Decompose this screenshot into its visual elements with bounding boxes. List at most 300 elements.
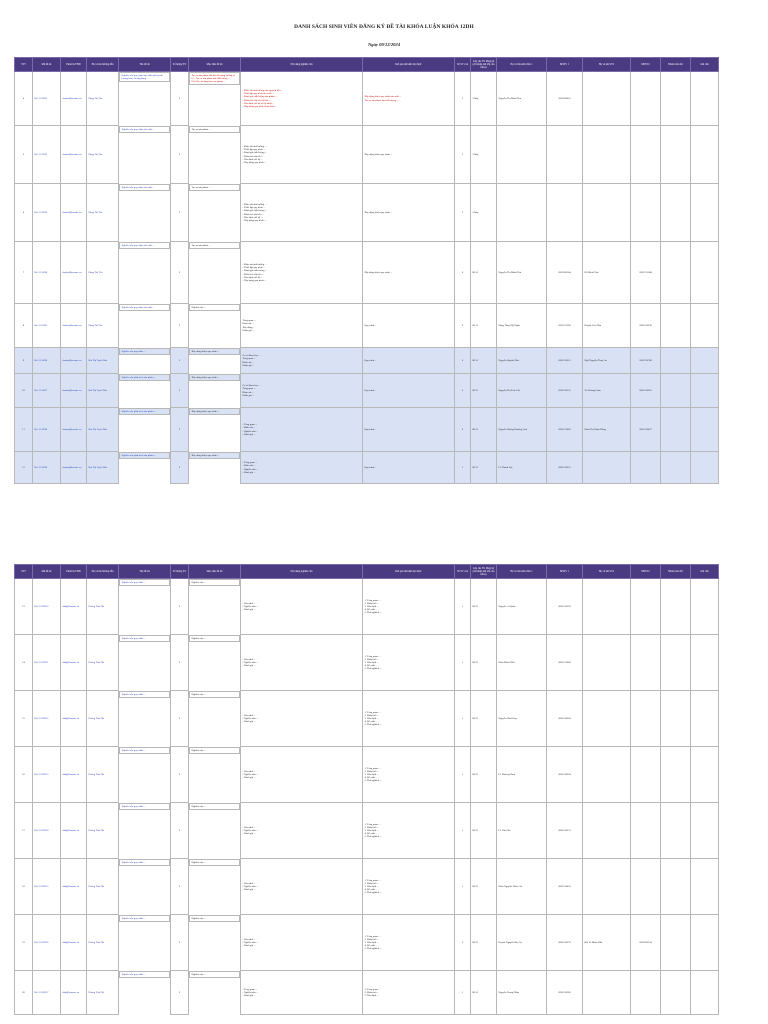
cell-line: - Xây dựng quy trình ...: [242, 218, 267, 222]
cell-line: Khảo sát ...: [242, 322, 254, 326]
column-header: Nhóm sửa đổi: [661, 565, 691, 579]
cell-note: [691, 803, 719, 859]
cell-line: - Xây dựng quy trình hoàn thiện ...: [242, 104, 278, 108]
cell-stt: 15: [15, 691, 33, 747]
cell-result: [363, 691, 455, 747]
cell-line: - Xác định ...: [242, 769, 256, 773]
cell-goal: Nghiên cứu ...: [189, 803, 240, 810]
cell-sv1: Nguyễn Ái Quốc: [497, 579, 547, 635]
cell-modification-group: [661, 72, 691, 126]
cell-line: 3. Xác định ...: [364, 994, 379, 998]
cell-result: Quy trình ...: [363, 374, 455, 408]
cell-n: 2: [171, 971, 189, 1015]
cell-line: Đánh giá ...: [242, 328, 255, 332]
column-header: Họ và tên sinh viên 1: [497, 565, 547, 579]
cell-line: - Nghiên cứu ...: [242, 828, 259, 832]
cell-stt: 20: [15, 971, 33, 1015]
cell-line: - Khảo sát ...: [242, 426, 256, 430]
cell-gvhd: Hoàng Thái Hà: [87, 971, 119, 1015]
cell-content-lines: [243, 145, 361, 164]
cell-mssv1: 2005210455: [547, 859, 583, 915]
cell-content-lines: [243, 354, 361, 366]
cell-line: 1. Tổng quan ...: [364, 598, 381, 602]
cell-code: Kt1.12-DH8: [33, 408, 61, 452]
cell-sv1: Nguyễn Hoàng Phương Anh: [497, 408, 547, 452]
cell-line: 5. Thử nghiệm ...: [364, 947, 382, 951]
cell-line: 4. Đề xuất ...: [364, 608, 378, 612]
cell-n: 2: [171, 803, 189, 859]
cell-sv2: Hồ Minh Thư: [583, 242, 631, 304]
cell-line: - Đánh giá chất lượng ...: [242, 269, 267, 273]
cell-line: - Đánh giá ...: [242, 664, 256, 668]
cell-sv2: Ngô Nguyễn Thuỳ An: [583, 348, 631, 374]
cell-line: 1. Tổng quan ...: [364, 878, 381, 882]
table-row: [15, 691, 719, 747]
cell-cls: KL11: [471, 859, 497, 915]
cell-result-lines: [365, 988, 453, 997]
cell-gvhd: Bùi Thị Tuyết Mai: [87, 452, 119, 484]
column-header: Ghi chú: [691, 58, 719, 72]
cell-content: [241, 915, 363, 971]
cell-line: 1. Tổng quan ...: [364, 987, 381, 991]
cell-goal: Nghiên cứu ...: [189, 747, 240, 754]
cell-topic: Nghiên cứu quy trình ...: [119, 859, 170, 866]
cell-mssv2: [631, 803, 661, 859]
cell-mssv1: 2005211469: [547, 635, 583, 691]
table-header-row: [15, 565, 719, 579]
cell-result: [363, 635, 455, 691]
cell-sv1: [497, 184, 547, 242]
cell-modification-group: [661, 374, 691, 408]
cell-note: [691, 635, 719, 691]
cell-stt: 7: [15, 242, 33, 304]
cell-gvhd: Hoàng Thái Hà: [87, 803, 119, 859]
cell-content-lines: [243, 263, 361, 282]
column-header: Số lượng SV: [171, 58, 189, 72]
column-header: Nội dung nghiên cứu: [241, 565, 363, 579]
cell-mssv1: 2005217803: [547, 408, 583, 452]
cell-line: - Đánh giá ...: [242, 776, 256, 780]
column-header: MSSV 1: [547, 58, 583, 72]
cell-left: 2: [455, 184, 471, 242]
cell-line: - Phân tích chỉ tiêu ...: [242, 272, 264, 276]
cell-line: - Nghiên cứu ...: [242, 940, 259, 944]
column-header: Họ và tên hướng dẫn: [87, 58, 119, 72]
cell-goal: Nghiên cứu ...: [189, 579, 240, 586]
cell-stt: 14: [15, 635, 33, 691]
column-header: Email GVHD: [61, 565, 87, 579]
cell-line: - Đánh giá ...: [242, 994, 256, 998]
cell-line: - Khảo sát ảnh hưởng ...: [242, 145, 267, 149]
cell-content-lines: [243, 89, 361, 108]
document-date: Ngày 09/12/2024: [367, 42, 401, 47]
cell-n: 2: [171, 304, 189, 348]
cell-line: - Thiết lập quy trình sản xuất ...: [242, 92, 274, 96]
column-header: Số SV còn: [455, 58, 471, 72]
cell-sv2: [583, 859, 631, 915]
column-header: STT: [15, 58, 33, 72]
column-header: Mục tiêu đề tài: [189, 58, 241, 72]
cell-sv2: Bùi Lê Minh Hân: [583, 915, 631, 971]
cell-line: - Khảo sát ảnh hưởng của nguyên liệu...: [242, 89, 283, 93]
column-header: Họ và tên SV2: [583, 565, 631, 579]
column-header: Mã đề tài: [33, 565, 61, 579]
cell-n: 2: [171, 452, 189, 484]
column-header: Kết quả dự kiến đạt được: [363, 58, 455, 72]
cell-line: - Xác định ...: [242, 937, 256, 941]
cell-code: Kt1.12-DH15: [33, 859, 61, 915]
cell-mssv2: [631, 126, 661, 184]
cell-line: - Thiết lập quy trình ...: [242, 266, 266, 270]
cell-line: - Xác định chế độ ...: [242, 157, 263, 161]
table-row: [15, 126, 719, 184]
cell-left: 2: [455, 126, 471, 184]
cell-code: Kt1.12-DH2: [33, 126, 61, 184]
cell-note: [691, 971, 719, 1015]
cell-result: [363, 747, 455, 803]
cell-content: [241, 859, 363, 915]
cell-modification-group: [661, 635, 691, 691]
cell-cls: KL11: [471, 915, 497, 971]
cell-line: 5. Thử nghiệm ...: [364, 891, 382, 895]
cell-line: 3. Xác định ...: [364, 940, 379, 944]
cell-line: Xây dựng ...: [242, 325, 255, 329]
cell-email: ddtt@hcmute.vn: [61, 691, 87, 747]
cell-sv1: Huỳnh Nguyễn Bảo Vy: [497, 915, 547, 971]
cell-mssv1: 2005210231: [547, 803, 583, 859]
cell-email: ddtt@hcmute.vn: [61, 859, 87, 915]
cell-content-lines: [243, 384, 361, 396]
column-header: Email GVHD: [61, 58, 87, 72]
cell-line: 5. Thử nghiệm ...: [364, 611, 382, 615]
cell-cls: 21dtp: [471, 184, 497, 242]
cell-topic: Nghiên cứu quy trình ...: [119, 579, 170, 586]
cell-result-lines: [365, 767, 453, 782]
cell-gvhd: Đặng Thị Yến: [87, 72, 119, 126]
cell-email: dunhn@hcmute.vn: [61, 72, 87, 126]
cell-line: - Đánh giá ...: [242, 470, 256, 474]
table-row: [15, 348, 719, 374]
cell-topic: Nghiên cứu quy trình ...: [119, 915, 170, 922]
cell-modification-group: [661, 452, 691, 484]
cell-line: - Xây dựng quy trình ...: [242, 160, 267, 164]
cell-line: - Đánh giá ...: [242, 944, 256, 948]
cell-stt: 17: [15, 803, 33, 859]
cell-content-lines: [243, 988, 361, 997]
cell-stt: 18: [15, 859, 33, 915]
registration-table-page-1: [14, 57, 719, 484]
cell-n: 2: [171, 408, 189, 452]
cell-cls: KL11: [471, 635, 497, 691]
cell-modification-group: [661, 408, 691, 452]
cell-topic: Nghiên cứu quy trình ...: [119, 635, 170, 642]
cell-line: - Xác định chế độ ...: [242, 275, 263, 279]
cell-line: 5. Thử nghiệm ...: [364, 667, 382, 671]
cell-n: 2: [171, 184, 189, 242]
cell-mssv2: 2005211248: [631, 242, 661, 304]
cell-line: 5. Thử nghiệm ...: [364, 723, 382, 727]
cell-content: [241, 803, 363, 859]
table-row: [15, 408, 719, 452]
cell-gvhd: Hoàng Thái Hà: [87, 635, 119, 691]
cell-gvhd: Bùi Thị Tuyết Mai: [87, 348, 119, 374]
cell-line: 2. Phân tích ...: [364, 825, 379, 829]
cell-content: [241, 691, 363, 747]
cell-goal: Xây dựng được quy trình ...: [189, 408, 240, 415]
cell-line: Khảo sát ...: [242, 390, 254, 394]
cell-line: 2. Phân tích ...: [364, 881, 379, 885]
cell-line: 5. Thử nghiệm ...: [364, 779, 382, 783]
cell-line: - Đánh giá chất lượng ...: [242, 151, 267, 155]
cell-n: 2: [171, 72, 189, 126]
cell-result: Xây dựng được quy trình sản xuất ... Tạo ra sản phẩm đạt chất lượng ...: [363, 72, 455, 126]
cell-topic: Nghiên cứu phát triển sản phẩm ...: [119, 374, 170, 381]
cell-topic: Nghiên cứu quy trình ...: [119, 803, 170, 810]
cell-note: [691, 859, 719, 915]
cell-n: 2: [171, 348, 189, 374]
cell-result: [363, 803, 455, 859]
cell-gvhd: Bùi Thị Tuyết Mai: [87, 374, 119, 408]
cell-line: - Tổng quan ...: [242, 987, 258, 991]
cell-line: 1. Tổng quan ...: [364, 934, 381, 938]
cell-note: [691, 72, 719, 126]
cell-left: 0: [455, 408, 471, 452]
cell-sv1: Nguyễn Thị Trúc Chi: [497, 374, 547, 408]
cell-result: Xây dựng được quy trình ...: [363, 126, 455, 184]
cell-code: Kt1.12-DH13: [33, 747, 61, 803]
cell-left: 1: [455, 635, 471, 691]
cell-result: [363, 915, 455, 971]
cell-result: Quy trình ...: [363, 408, 455, 452]
cell-sv1: Lê Văn Cầu: [497, 803, 547, 859]
cell-mssv2: 2005210786: [631, 348, 661, 374]
cell-cls: KL11: [471, 452, 497, 484]
cell-mssv1: 2005210551: [547, 374, 583, 408]
cell-goal: Nghiên cứu ...: [189, 859, 240, 866]
cell-line: 4. Đề xuất ...: [364, 944, 378, 948]
cell-line: 3. Xác định ...: [364, 828, 379, 832]
cell-line: - Xác định ...: [242, 881, 256, 885]
cell-note: [691, 691, 719, 747]
cell-note: [691, 304, 719, 348]
cell-left: 0: [455, 348, 471, 374]
cell-content: [241, 184, 363, 242]
registration-table-page-2: [14, 564, 719, 1015]
cell-line: 2. Phân tích ...: [364, 937, 379, 941]
cell-line: Cơ sở khoa học ...: [242, 354, 261, 358]
cell-stt: 16: [15, 747, 33, 803]
cell-line: Khảo sát ...: [242, 360, 254, 364]
cell-result: Xây dựng được quy trình ...: [363, 184, 455, 242]
cell-note: [691, 374, 719, 408]
cell-line: - Đánh giá ...: [242, 432, 256, 436]
cell-stt: 10: [15, 374, 33, 408]
cell-goal: Xây dựng được quy trình ...: [189, 348, 240, 355]
table-row: [15, 242, 719, 304]
cell-result-lines: [365, 655, 453, 670]
cell-result: [363, 971, 455, 1015]
cell-left: 0: [455, 374, 471, 408]
cell-n: 2: [171, 915, 189, 971]
cell-sv2: [583, 635, 631, 691]
cell-gvhd: Đặng Thị Yến: [87, 184, 119, 242]
column-header: MSSV 1: [547, 565, 583, 579]
cell-content-lines: [243, 826, 361, 835]
column-header: Họ và tên sinh viên 1: [497, 58, 547, 72]
cell-goal: Xây dựng được quy trình ...: [189, 374, 240, 381]
cell-line: - Xác định ...: [242, 601, 256, 605]
table-row: [15, 803, 719, 859]
cell-cls: KL11: [471, 691, 497, 747]
cell-cls: KL11: [471, 348, 497, 374]
cell-left: 1: [455, 971, 471, 1015]
cell-sv2: [583, 747, 631, 803]
cell-cls: KL11: [471, 374, 497, 408]
cell-line: 4. Đề xuất ...: [364, 776, 378, 780]
cell-line: 1. Tổng quan ...: [364, 654, 381, 658]
cell-email: dunhn@hcmute.vn: [61, 184, 87, 242]
cell-goal: Nghiên cứu ...: [189, 635, 240, 642]
cell-line: - Xây dựng quy trình ...: [242, 278, 267, 282]
cell-content: [241, 374, 363, 408]
cell-content-lines: [243, 714, 361, 723]
cell-mssv2: 2005200154: [631, 915, 661, 971]
cell-line: - Xác định chế độ xử lý nhiệt ...: [242, 101, 275, 105]
cell-sv1: Đặng Thủy Mỹ Ngân: [497, 304, 547, 348]
cell-line: - Đánh giá chất lượng sản phẩm ...: [242, 95, 277, 99]
cell-topic: Nghiên cứu quy trình ...: [119, 691, 170, 698]
cell-topic: Nghiên cứu phát triển sản phẩm ...: [119, 408, 170, 415]
cell-email: dunhn@hcmute.vn: [61, 452, 87, 484]
cell-left: 1: [455, 579, 471, 635]
cell-topic: Nghiên cứu quy trình sản xuất ...: [119, 126, 170, 133]
cell-cls: KL11: [471, 304, 497, 348]
cell-line: - Xác định chế độ ...: [242, 215, 263, 219]
column-header: Số lượng SV: [171, 565, 189, 579]
cell-goal: Tạo ra sản phẩm ...: [189, 126, 240, 133]
cell-code: Kt1.12-DH5: [33, 304, 61, 348]
cell-content: [241, 635, 363, 691]
cell-topic: Nghiên cứu quy trình ...: [119, 971, 170, 978]
table-row: [15, 579, 719, 635]
cell-mssv1: [547, 126, 583, 184]
cell-line: - Đánh giá ...: [242, 608, 256, 612]
table-header-row: [15, 58, 719, 72]
cell-mssv2: [631, 859, 661, 915]
cell-email: dunhn@hcmute.vn: [61, 348, 87, 374]
column-header: Lớp của SV đăng ký (chỉ nhập mã lớp của khóa): [471, 565, 497, 579]
cell-topic: Nghiên cứu quy trình ...: [119, 348, 170, 355]
cell-result-lines: [365, 823, 453, 838]
cell-email: dunhn@hcmute.vn: [61, 242, 87, 304]
cell-note: [691, 408, 719, 452]
column-header: Họ và tên hướng dẫn: [87, 565, 119, 579]
table-row: [15, 72, 719, 126]
cell-email: dunhn@hcmute.vn: [61, 374, 87, 408]
cell-line: - Tổng quan ...: [242, 461, 258, 465]
cell-mssv2: [631, 72, 661, 126]
cell-line: - Đánh giá chất lượng ...: [242, 209, 267, 213]
cell-content: [241, 971, 363, 1015]
cell-left: 1: [455, 859, 471, 915]
cell-cls: KL11: [471, 242, 497, 304]
table-row: [15, 184, 719, 242]
cell-content: [241, 304, 363, 348]
cell-mssv1: 2005210051: [547, 452, 583, 484]
cell-gvhd: Hoàng Thái Hà: [87, 915, 119, 971]
cell-content-lines: [243, 658, 361, 667]
cell-line: Đánh giá ...: [242, 363, 255, 367]
cell-line: 1. Tổng quan ...: [364, 766, 381, 770]
cell-topic: Nghiên cứu quy trình ...: [119, 747, 170, 754]
cell-content-lines: [243, 882, 361, 891]
cell-content: [241, 579, 363, 635]
cell-goal: Xây dựng được quy trình ...: [189, 452, 240, 459]
table-row: [15, 374, 719, 408]
cell-content-lines: [243, 602, 361, 611]
cell-stt: 6: [15, 184, 33, 242]
cell-line: - Phân tích chỉ tiêu ...: [242, 154, 264, 158]
cell-email: ddtt@hcmute.vn: [61, 915, 87, 971]
cell-content: [241, 72, 363, 126]
cell-sv2: [583, 691, 631, 747]
cell-result: Quy trình ...: [363, 304, 455, 348]
cell-note: [691, 915, 719, 971]
cell-modification-group: [661, 304, 691, 348]
cell-sv1: Nguyễn Trung Nhân: [497, 971, 547, 1015]
cell-cls: KL11: [471, 971, 497, 1015]
cell-left: 1: [455, 747, 471, 803]
cell-stt: 11: [15, 408, 33, 452]
cell-code: Kt1.12-DH16: [33, 915, 61, 971]
cell-line: - Nghiên cứu ...: [242, 884, 259, 888]
cell-sv1: Đinh Nguyễn Thiên Ân: [497, 859, 547, 915]
cell-email: dunhn@hcmute.vn: [61, 304, 87, 348]
cell-line: Đánh giá ...: [242, 393, 255, 397]
cell-gvhd: Đặng Thị Yến: [87, 304, 119, 348]
cell-result: [363, 579, 455, 635]
cell-stt: 19: [15, 915, 33, 971]
cell-line: Tổng quan ...: [242, 319, 256, 323]
cell-result: Quy trình ...: [363, 348, 455, 374]
cell-line: - Nghiên cứu ...: [242, 716, 259, 720]
cell-result: [363, 859, 455, 915]
cell-line: - Khảo sát ...: [242, 464, 256, 468]
cell-mssv2: [631, 579, 661, 635]
cell-mssv2: [631, 184, 661, 242]
cell-result-lines: [365, 599, 453, 614]
cell-line: 3. Xác định ...: [364, 660, 379, 664]
cell-email: ddtt@hcmute.vn: [61, 635, 87, 691]
column-header: Nội dung nghiên cứu: [241, 58, 363, 72]
cell-line: - Đánh giá ...: [242, 720, 256, 724]
cell-sv2: [583, 72, 631, 126]
cell-gvhd: Hoàng Thái Hà: [87, 747, 119, 803]
cell-line: - Thiết lập quy trình ...: [242, 206, 266, 210]
cell-email: dunhn@hcmute.vn: [61, 408, 87, 452]
cell-sv2: [583, 452, 631, 484]
cell-mssv1: 2005200564: [547, 242, 583, 304]
cell-result: Quy trình ...: [363, 452, 455, 484]
cell-line: 2. Phân tích ...: [364, 657, 379, 661]
cell-goal: Nghiên cứu ...: [189, 971, 240, 978]
column-header: Mục tiêu đề tài: [189, 565, 241, 579]
cell-left: 0: [455, 915, 471, 971]
cell-mssv2: [631, 635, 661, 691]
cell-sv2: [583, 579, 631, 635]
cell-line: 2. Phân tích ...: [364, 713, 379, 717]
cell-mssv1: 2005210934: [547, 747, 583, 803]
